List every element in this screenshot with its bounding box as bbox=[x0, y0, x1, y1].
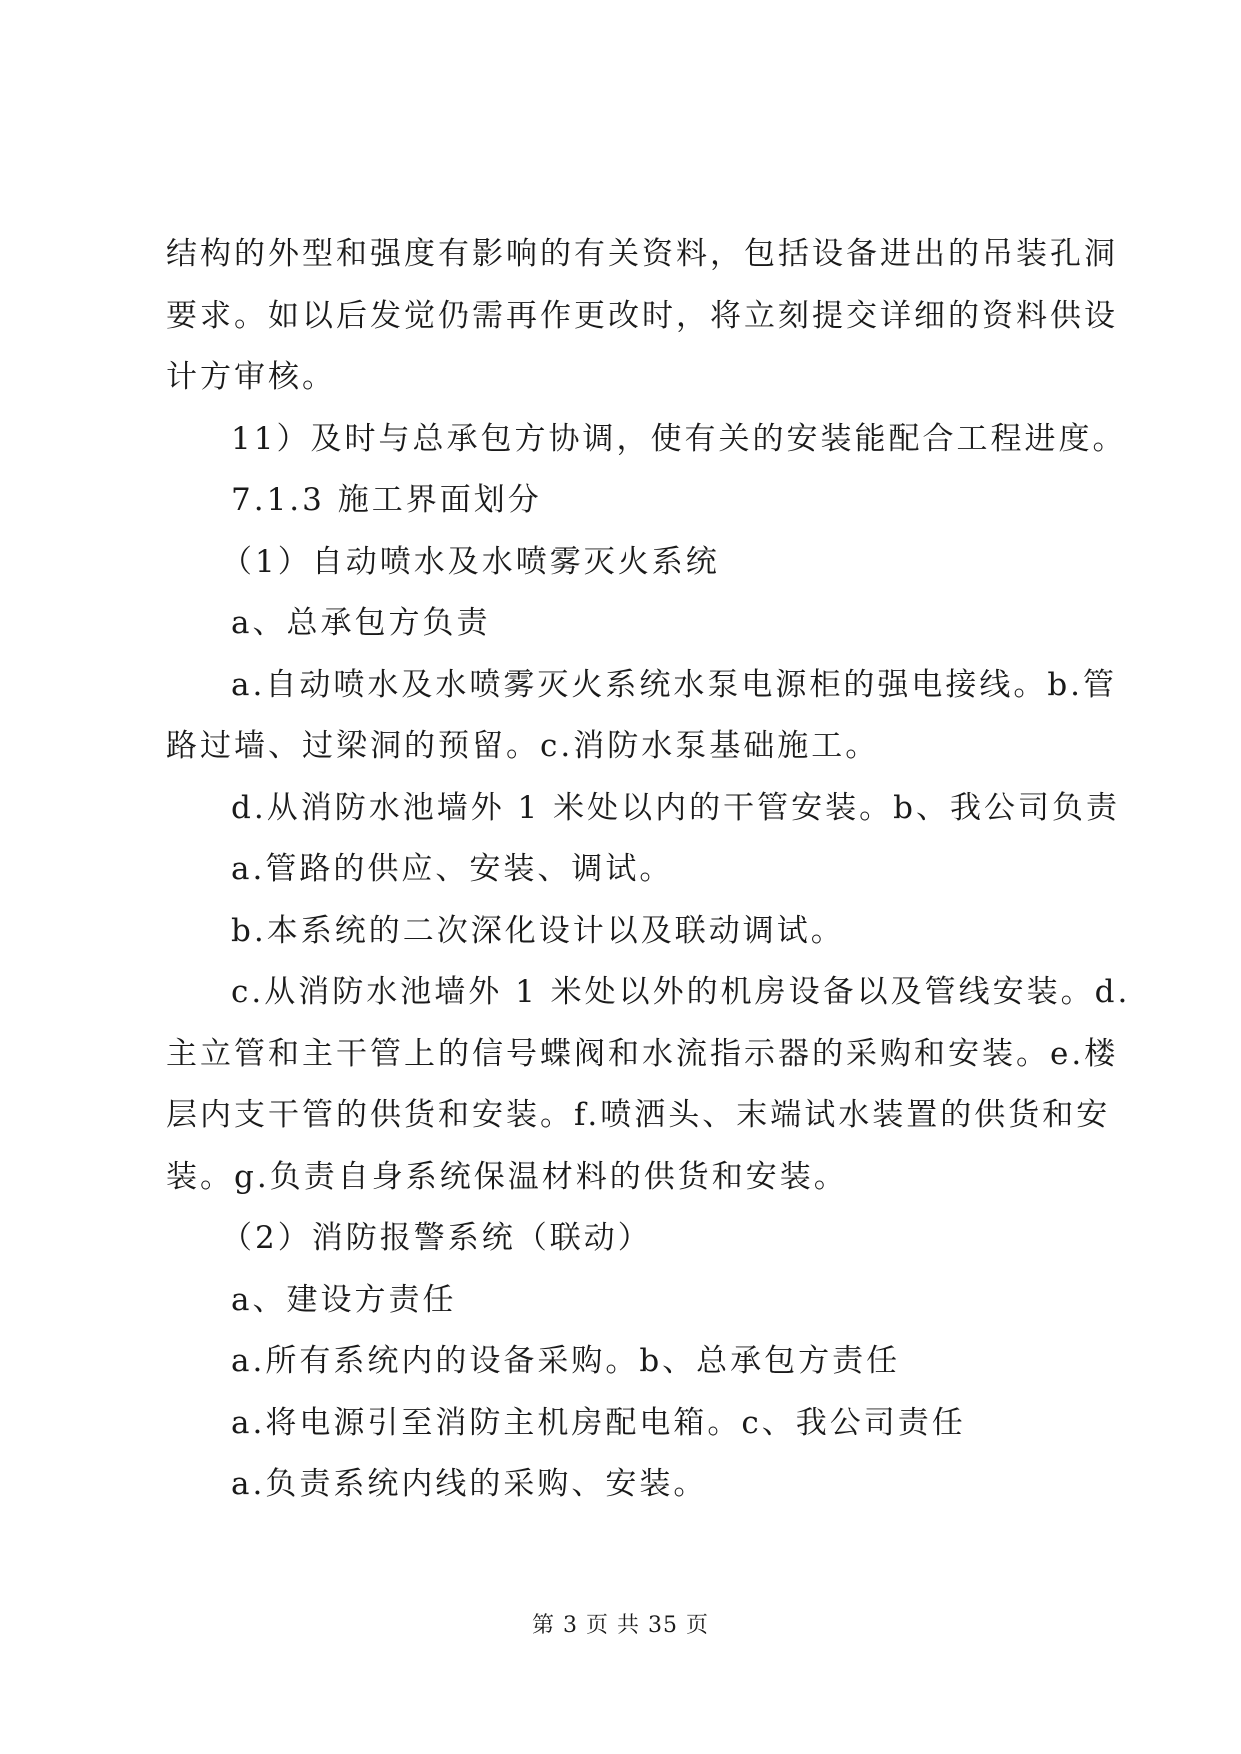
text-line: （2）消防报警系统（联动） bbox=[221, 1220, 652, 1256]
page-footer: 第 3 页 共 35 页 bbox=[532, 1613, 709, 1638]
text-line: a、建设方责任 bbox=[231, 1281, 457, 1318]
document-body bbox=[166, 224, 1131, 1516]
text-line: a.所有系统内的设备采购。b、总承包方责任 bbox=[231, 1343, 901, 1379]
text-line: a.将电源引至消防主机房配电箱。c、我公司责任 bbox=[231, 1404, 966, 1441]
text-line: 装。g.负责自身系统保温材料的供货和安装。 bbox=[166, 1158, 848, 1195]
text-line: 计方审核。 bbox=[166, 359, 336, 395]
text-line: a.管路的供应、安装、调试。 bbox=[231, 851, 674, 887]
text-line: 要求。如以后发觉仍需再作更改时，将立刻提交详细的资料供设 bbox=[166, 297, 1118, 334]
text-line: （1）自动喷水及水喷雾灭火系统 bbox=[221, 543, 720, 580]
text-line: a、总承包方负责 bbox=[231, 605, 491, 641]
text-line: a.自动喷水及水喷雾灭火系统水泵电源柜的强电接线。b.管 bbox=[231, 666, 1118, 703]
text-line: 层内支干管的供货和安装。f.喷洒头、末端试水装置的供货和安 bbox=[166, 1097, 1111, 1133]
text-line: 主立管和主干管上的信号蝶阀和水流指示器的采购和安装。e.楼 bbox=[166, 1035, 1119, 1072]
text-line: a.负责系统内线的采购、安装。 bbox=[231, 1466, 708, 1502]
text-line: b.本系统的二次深化设计以及联动调试。 bbox=[231, 912, 845, 949]
text-line: 7.1.3 施工界面划分 bbox=[231, 482, 542, 518]
text-line: 结构的外型和强度有影响的有关资料，包括设备进出的吊装孔洞 bbox=[166, 236, 1118, 272]
text-line: d.从消防水池墙外 1 米处以内的干管安装。b、我公司负责 bbox=[231, 789, 1120, 826]
text-line: 路过墙、过梁洞的预留。c.消防水泵基础施工。 bbox=[166, 728, 880, 764]
text-line: c.从消防水池墙外 1 米处以外的机房设备以及管线安装。d. bbox=[231, 974, 1131, 1010]
text-line: 11）及时与总承包方协调，使有关的安装能配合工程进度。 bbox=[231, 420, 1127, 457]
